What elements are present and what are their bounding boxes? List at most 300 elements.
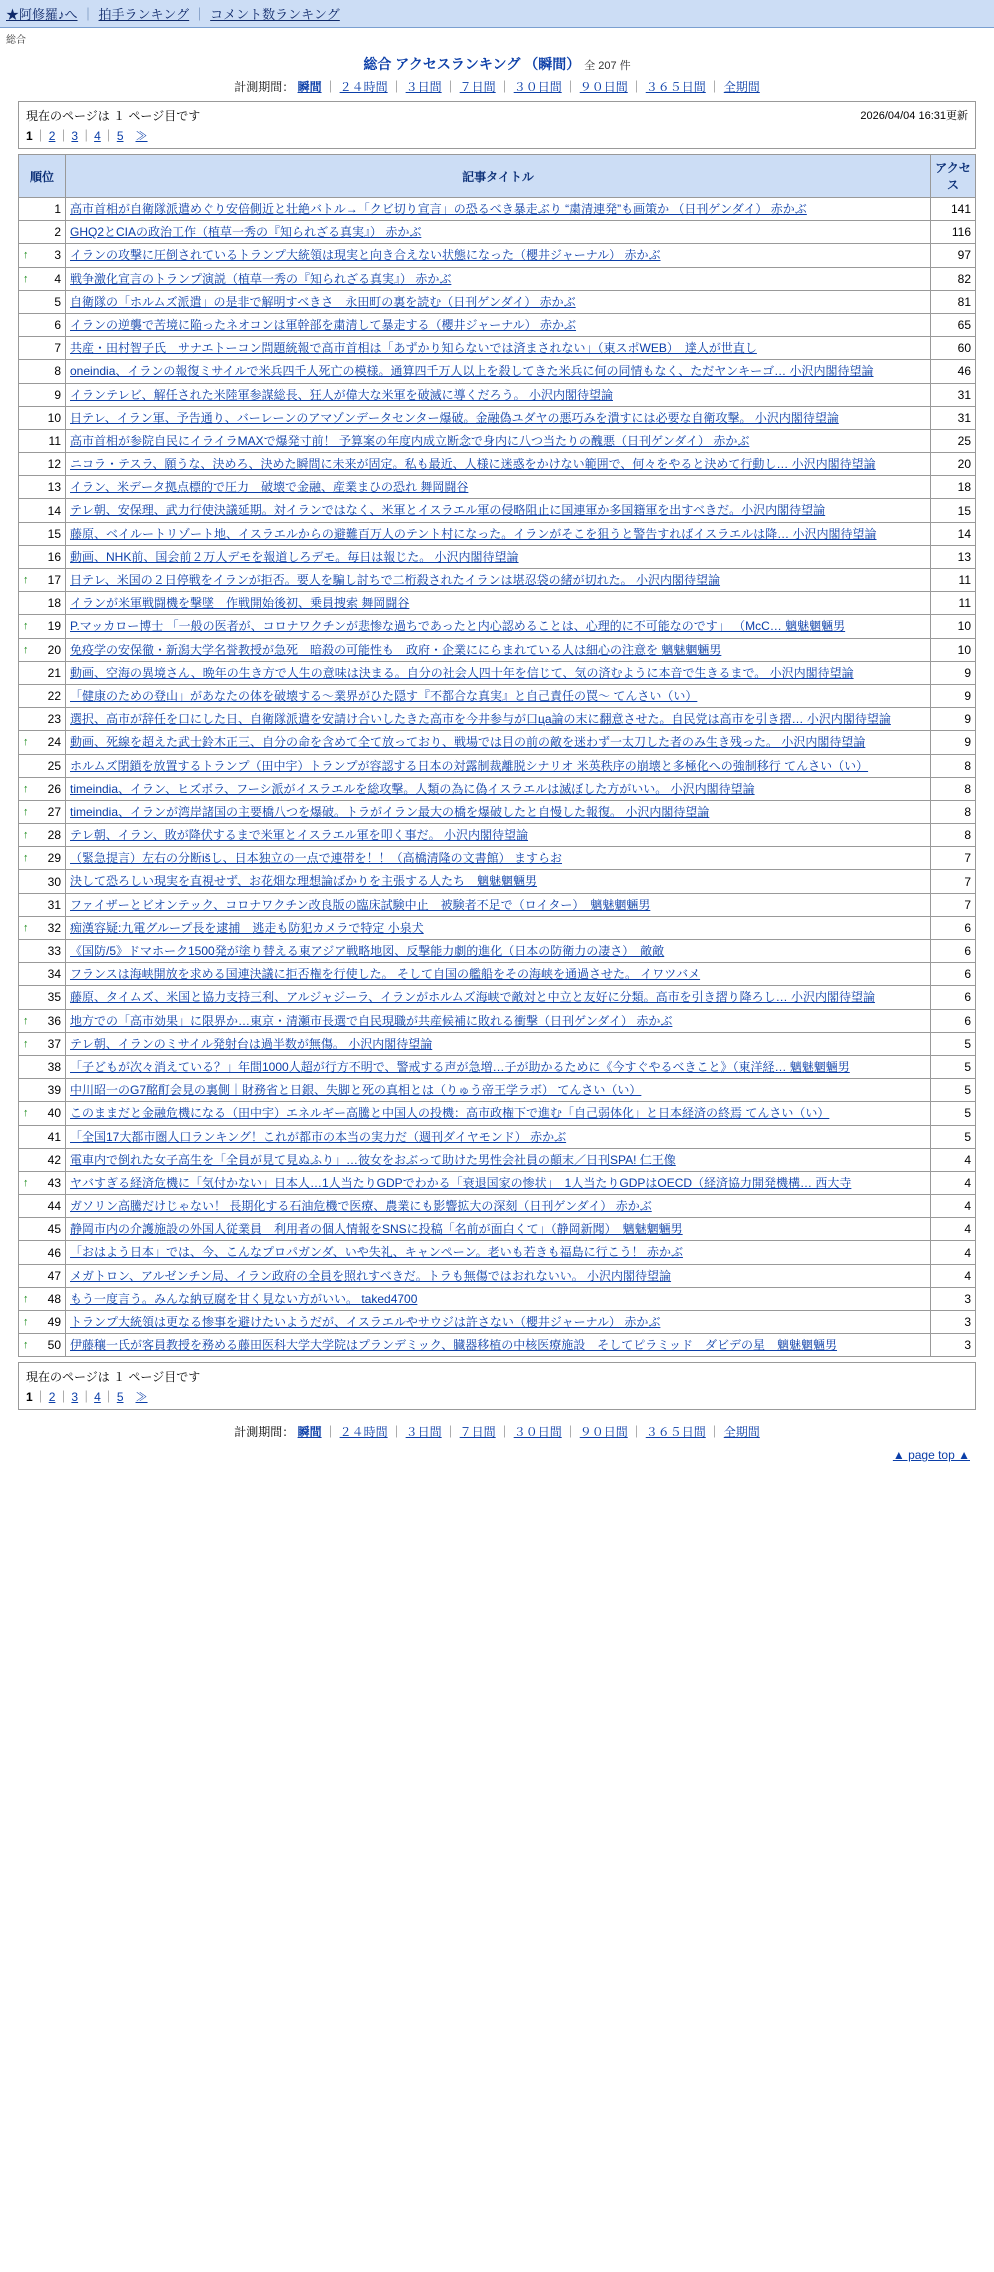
page-link-1-top[interactable]: 1 [26,129,33,143]
table-row [19,824,976,847]
title-cell [66,1079,931,1102]
access-count-cell: 5 [931,1032,976,1055]
rank-number: 13 [47,480,61,495]
rank-number: 11 [48,433,61,448]
table-row [19,986,976,1009]
access-count-cell: 81 [931,290,976,313]
table-row [19,754,976,777]
period-option-90d-bottom[interactable]: ９０日間 [579,1425,628,1440]
period-bar-6: ｜ [630,80,643,94]
rank-cell [19,244,66,267]
article-link[interactable]: ニコラ・テスラ、願うな、決めろ、決めた瞬間に未来が固定。私も最近、人様に迷惑をかけない範囲で、何々をやると決めて行動し… 小沢内閣待望論 [70,457,876,472]
rank-number: 49 [47,1315,61,1330]
article-link[interactable]: ホルムズ閉鎖を放置するトランプ（田中宇）トランプが容認する日本の対露制裁離脱シナリオ 米英秩序の崩壊と多極化への強制移行 てんさい（い） [70,758,869,773]
rank-cell [19,429,66,452]
article-link[interactable]: このままだと金融危機になる（田中宇）エネルギー高騰と中国人の投機：高市政権下で進む「自己弱体化」と日本経済の終焉 てんさい（い） [70,1106,830,1121]
article-link[interactable]: 日テレ、米国の２日停戦をイランが拒否。要人を騙し討ちで二桁殺されたイランは堪忍袋の緒が切れた。 小沢内閣待望論 [70,573,721,587]
rank-cell [19,221,66,244]
title-cell [66,1055,931,1078]
article-link[interactable]: 自衛隊の「ホルムズ派遣」の是非で解明すべきさ 永田町の裏を読む（日刊ゲンダイ） 赤かぶ [70,294,576,309]
pager-bar-b4: ｜ [102,1390,115,1405]
rank-number: 25 [47,758,61,773]
period-option-instant-bottom[interactable]: 瞬間 [297,1425,322,1440]
article-link[interactable]: 「健康のための登山」があなたの体を破壊する〜業界がひた隠す『不都合な真実』と自己責任の罠〜 てんさい（い） [70,688,698,703]
title-cell [66,476,931,499]
article-link[interactable]: 高市首相が自衛隊派遣めぐり安倍側近と壮絶バトル→「クビ切り宣言」の恐るべき暴走ぶり “粛清連発”も画策か （日刊ゲンダイ） 赤かぶ [70,202,807,216]
rank-number: 47 [47,1268,61,1283]
access-count-cell: 8 [931,754,976,777]
table-row [19,1032,976,1055]
page-info-box [18,101,976,149]
rank-number: 16 [47,549,61,564]
rank-number: 34 [47,967,61,982]
table-row [19,545,976,568]
rank-up-arrow-icon: ↑ [23,620,29,633]
nav-separator-2: ｜ [193,7,207,22]
article-link[interactable]: P.マッカロー博士 「一般の医者が、コロナワクチンが悲惨な過ちであったと内心認めることは、心理的に不可能なのです」 （McC… 魑魅魍魎男 [70,619,846,634]
page-link-3-top[interactable]: 3 [71,129,79,143]
access-count-cell: 31 [931,406,976,429]
rank-up-arrow-icon: ↑ [23,1292,29,1305]
access-count-cell: 46 [931,360,976,383]
table-row [19,893,976,916]
access-count-cell: 7 [931,893,976,916]
period-bar-2: ｜ [390,80,403,94]
period-bar-1: ｜ [324,80,337,94]
title-cell [66,360,931,383]
rank-cell [19,754,66,777]
rank-cell [19,360,66,383]
rank-up-arrow-icon: ↑ [23,736,29,749]
table-row [19,1264,976,1287]
title-cell [66,986,931,1009]
article-link[interactable]: イランが米軍戦闘機を撃墜 作戦開始後初、乗員捜索 舞岡闘谷 [70,596,410,611]
page-link-4-bottom[interactable]: 4 [94,1390,101,1405]
title-cell [66,545,931,568]
article-link[interactable]: 共産・田村智子氏 サナエトーコン問題統報で高市首相は「あずかり知らないでは済まされない」（東スポWEB） 達人が世直し [70,341,757,356]
title-cell [66,592,931,615]
rank-number: 14 [47,503,61,518]
access-count-cell: 3 [931,1334,976,1357]
access-count-cell: 82 [931,267,976,290]
rank-cell [19,337,66,360]
article-link[interactable]: 藤原、タイムズ、米国と協力支持三利、アルジャジーラ、イランがホルムズ海峡で敵対と中立と友好に分類。高市を引き摺り降ろし… 小沢内閣待望論 [70,990,876,1005]
pager-bar-2: ｜ [57,129,70,143]
article-link[interactable]: イランの攻撃に圧倒されているトランプ大統領は現実と向き合えない状態になった（櫻井ジャーナル） 赤かぶ [70,248,661,263]
rank-number: 27 [47,804,61,819]
rank-cell [19,522,66,545]
rank-cell [19,545,66,568]
rank-cell [19,1055,66,1078]
table-header-row [19,155,976,198]
rank-number: 8 [54,364,61,379]
article-link[interactable]: イランテレビ、解任された米陸軍参謀総長、狂人が偉大な米軍を破滅に導くだろう。 小沢内閣待望論 [70,387,613,402]
title-cell [66,406,931,429]
table-row [19,1102,976,1125]
table-row [19,661,976,684]
page-link-2-bottom[interactable]: 2 [48,1390,56,1405]
article-link[interactable]: 《国防/5》ドマホーク1500発が塗り替える東アジア戦略地図、反撃能力劇的進化（日本の防衛力の凄さ） 敵敵 [70,944,665,958]
rank-number: 2 [54,225,61,240]
title-cell [66,337,931,360]
rank-number: 36 [47,1013,61,1028]
table-row [19,1334,976,1357]
title-cell [66,800,931,823]
period-option-365d-top[interactable]: ３６５日間 [645,80,706,94]
article-link[interactable]: 動画、死線を超えた武士鈴木正三、自分の命を含めて全て放っており、戦場では目の前の敵を迷わず一太刀した者のみ生き残った。 小沢内閣待望論 [70,735,866,750]
article-link[interactable]: 動画、空海の異境さん、晩年の生き方で人生の意味は決まる。自分の社会人四十年を信じて、気の済むように本音で生きるまで。 小沢内閣待望論 [70,665,854,680]
title-cell [66,499,931,522]
title-cell [66,893,931,916]
period-option-all-top[interactable]: 全期間 [723,80,760,94]
title-cell [66,267,931,290]
access-count-cell: 18 [931,476,976,499]
page-top-link[interactable]: ▲ page top ▲ [892,1448,970,1463]
title-cell [66,638,931,661]
rank-number: 21 [47,665,61,680]
pager-bar-1: ｜ [34,129,47,143]
period-option-24h-top[interactable]: ２４時間 [339,80,388,94]
period-option-365d-bottom[interactable]: ３６５日間 [645,1425,706,1440]
title-cell [66,615,931,638]
access-count-cell: 20 [931,453,976,476]
table-row [19,267,976,290]
period-bar-b7: ｜ [708,1425,721,1440]
rank-number: 45 [47,1222,61,1237]
article-link[interactable]: もう一度言う。みんな納豆腐を甘く見ない方がいい。 taked4700 [70,1291,418,1306]
column-header-rank: 順位 [19,155,66,198]
table-row [19,476,976,499]
table-row [19,1079,976,1102]
period-option-30d-bottom[interactable]: ３０日間 [513,1425,562,1440]
article-link[interactable]: 藤原、ベイルートリゾート地、イスラエルからの避難百万人のテント村になった。イランがそこを狙うと警告すればイスラエルは降… 小沢内閣待望論 [70,526,877,541]
rank-cell [19,406,66,429]
rank-cell [19,290,66,313]
rank-number: 31 [47,897,61,912]
title-cell [66,1148,931,1171]
article-link[interactable]: フランスは海峡開放を求める国連決議に拒否権を行使した。 そして自国の艦船をその海峡を通過させた。 イワツバメ [70,967,701,982]
article-link[interactable]: GHQ2とCIAの政治工作（植草一秀の『知られざる真実』） 赤かぶ [70,225,422,240]
period-bar-7: ｜ [708,80,721,94]
access-count-cell: 4 [931,1241,976,1264]
access-count-cell: 7 [931,847,976,870]
rank-number: 9 [54,387,61,402]
table-body [19,198,976,1357]
top-navigation-bar [0,0,994,28]
rank-up-arrow-icon: ↑ [23,249,29,262]
rank-cell [19,870,66,893]
title-cell [66,429,931,452]
article-link[interactable]: テレ朝、安保理、武力行使決議延期。対イランではなく、米軍とイスラエル軍の侵略阻止に国連軍か多国籍軍を出すべきだ。小沢内閣待望論 [70,503,826,518]
rank-cell [19,824,66,847]
article-link[interactable]: timeindia、イランが湾岸諸国の主要橋八つを爆破。トラがイラン最大の橋を爆破したと自慢した報復。 小沢内閣待望論 [70,804,710,819]
period-option-7d-top[interactable]: ７日間 [459,80,496,94]
access-count-cell: 5 [931,1125,976,1148]
rank-number: 46 [47,1245,61,1260]
current-page-text: 現在のページは １ ページ目です [26,109,201,123]
rank-up-arrow-icon: ↑ [23,574,29,587]
table-row [19,1241,976,1264]
title-cell [66,963,931,986]
rank-cell [19,1102,66,1125]
article-link[interactable]: ファイザーとビオンテック、コロナワクチン改良版の臨床試験中止 被験者不足で（ロイター） 魑魅魍魎男 [70,897,651,912]
article-link[interactable]: イラン、米データ拠点標的で圧力 破壊で金融、産業まひの恐れ 舞岡闘谷 [70,480,469,495]
period-option-3d-top[interactable]: ３日間 [405,80,442,94]
access-count-cell: 15 [931,499,976,522]
period-bar-3: ｜ [444,80,457,94]
table-row [19,198,976,221]
page-link-5-bottom[interactable]: 5 [116,1390,124,1405]
access-count-cell: 9 [931,684,976,707]
rank-cell [19,1195,66,1218]
rank-cell [19,1241,66,1264]
table-row [19,1125,976,1148]
table-row [19,406,976,429]
article-link[interactable]: ガソリン高騰だけじゃない！ 長期化する石油危機で医療、農業にも影響拡大の深刻（日刊ゲンダイ） 赤かぶ [70,1199,652,1214]
rank-number: 39 [47,1083,61,1098]
table-row [19,221,976,244]
period-option-7d-bottom[interactable]: ７日間 [459,1425,496,1440]
table-row [19,1055,976,1078]
article-link[interactable]: （緊急提言）左右の分断išし、日本独立の一点で連帯を！！（高橋清隆の文書館） ますらお [70,851,563,866]
rank-number: 24 [47,735,61,750]
rank-number: 32 [47,920,61,935]
table-row [19,499,976,522]
table-row [19,1009,976,1032]
article-link[interactable]: 「子どもが次々消えている？」年間1000人超が行方不明で、警戒する声が急増…子が助かるために《今すぐやるべきこと》（東洋経… 魑魅魍魎男 [70,1059,850,1074]
access-count-cell: 25 [931,429,976,452]
title-cell [66,1102,931,1125]
rank-number: 17 [47,573,61,588]
article-link[interactable]: 伊藤穰一氏が客員教授を務める藤田医科大学大学院はプランデミック、臓器移植の中核医療施設 そしてピラミッド ダビデの星 魑魅魍魎男 [70,1338,838,1353]
page-top-link-container [18,1444,976,1472]
access-count-cell: 60 [931,337,976,360]
period-label-top: 計測期間： [234,80,295,94]
access-count-cell: 8 [931,824,976,847]
article-link[interactable]: ヤバすぎる経済危機に「気付かない」日本人…1人当たりGDPでわかる「衰退国家の惨状」 1人当たりGDPはOECD（経済協力開発機構… 西大寺 [70,1175,852,1190]
article-link[interactable]: メガトロン、アルゼンチン局、イラン政府の全員を照れすべきだ。トラも無傷ではおれないい。 小沢内閣待望論 [70,1268,672,1283]
period-option-24h-bottom[interactable]: ２４時間 [339,1425,388,1440]
article-link[interactable]: 決して恐ろしい現実を直視せず、お花畑な理想論ばかりを主張する人たち 魑魅魍魎男 [70,874,538,889]
access-count-cell: 6 [931,1009,976,1032]
page-title [18,48,976,76]
page-next-bottom[interactable]: ≫ [135,1390,148,1405]
rank-cell [19,1334,66,1357]
ranking-table [18,154,976,1357]
period-bar-b2: ｜ [390,1425,403,1440]
access-count-cell: 4 [931,1264,976,1287]
pager-bar-3: ｜ [80,129,93,143]
article-link[interactable]: 静岡市内の介護施設の外国人従業員 利用者の個人情報をSNSに投稿「名前が面白くて」（静岡新聞） 魑魅魍魎男 [70,1222,683,1237]
table-row [19,731,976,754]
rank-cell [19,684,66,707]
rank-number: 42 [47,1152,61,1167]
period-option-30d-top[interactable]: ３０日間 [513,80,562,94]
rank-number: 43 [47,1175,61,1190]
table-row [19,708,976,731]
table-row [19,940,976,963]
period-bar-b3: ｜ [444,1425,457,1440]
nav-link-applause-ranking[interactable]: 拍手ランキング [98,7,190,22]
rank-number: 18 [47,596,61,611]
rank-up-arrow-icon: ↑ [23,1339,29,1352]
rank-cell [19,1148,66,1171]
rank-number: 44 [47,1199,61,1214]
rank-number: 35 [47,990,61,1005]
table-row [19,800,976,823]
rank-up-arrow-icon: ↑ [23,829,29,842]
access-count-cell: 65 [931,313,976,336]
rank-cell [19,1171,66,1194]
rank-number: 19 [47,619,61,634]
nav-link-asyura[interactable]: ★阿修羅♪へ [6,7,78,22]
title-cell [66,731,931,754]
page-link-5-top[interactable]: 5 [116,129,124,143]
rank-number: 50 [47,1338,61,1353]
article-link[interactable]: oneindia、イランの報復ミサイルで米兵四千人死亡の模様。通算四千万人以上を殺してきた米兵に何の同情もなく、ただヤンキーゴ… 小沢内閣待望論 [70,364,874,379]
table-row [19,1218,976,1241]
nav-separator-1: ｜ [81,7,95,22]
rank-number: 3 [54,248,61,263]
nav-link-comment-ranking[interactable]: コメント数ランキング [210,7,340,22]
rank-up-arrow-icon: ↑ [23,921,29,934]
pager-bar-4: ｜ [102,129,115,143]
page-content [18,48,976,1472]
rank-up-arrow-icon: ↑ [23,1014,29,1027]
rank-number: 22 [47,689,61,704]
period-label-bottom: 計測期間： [234,1425,295,1440]
period-bar-b4: ｜ [498,1425,511,1440]
title-cell [66,1171,931,1194]
table-row [19,360,976,383]
article-link[interactable]: 「おはよう日本」では、今、こんなプロパガンダ、いや失礼、キャンペーン。老いも若きも福島に行こう！ 赤かぶ [70,1245,683,1260]
rank-cell [19,1287,66,1310]
title-cell [66,1009,931,1032]
page-link-2-top[interactable]: 2 [48,129,56,143]
period-option-instant-top[interactable]: 瞬間 [297,80,322,94]
title-cell [66,198,931,221]
rank-number: 5 [54,294,61,309]
access-count-cell: 4 [931,1171,976,1194]
period-selector-bottom [18,1415,976,1444]
article-link[interactable]: 高市首相が参院自民にイライラMAXで爆発寸前！ 予算案の年度内成立断念で身内に八つ当たりの醜悪（日刊ゲンダイ） 赤かぶ [70,433,750,448]
article-link[interactable]: 中川昭一のG7酩酊会見の裏側｜財務省と日銀、失脚と死の真相とは（りゅう帝王学ラボ） てんさい（い） [70,1083,642,1098]
access-count-cell: 31 [931,383,976,406]
rank-cell [19,1125,66,1148]
breadcrumb: 総合 [6,35,26,46]
article-link[interactable]: 免疫学の安保徹・新潟大学名誉教授が急死 暗殺の可能性も 政府・企業ににらまれている人は細心の注意を 魑魅魍魎男 [70,642,722,657]
pagination-top [26,124,968,144]
title-cell [66,569,931,592]
table-row [19,615,976,638]
period-option-all-bottom[interactable]: 全期間 [723,1425,760,1440]
rank-cell [19,499,66,522]
current-page-text-bottom: 現在のページは １ ページ目です [26,1370,201,1385]
article-link[interactable]: 日テレ、イラン軍、予告通り、バーレーンのアマゾンデータセンター爆破。金融偽ユダヤの悪巧みを潰すには必要な自衛攻撃。 小沢内閣待望論 [70,410,839,425]
access-count-cell: 6 [931,916,976,939]
access-count-cell: 5 [931,1079,976,1102]
period-option-90d-top[interactable]: ９０日間 [579,80,628,94]
access-count-cell: 3 [931,1311,976,1334]
table-row [19,1148,976,1171]
access-count-cell: 116 [931,221,976,244]
access-count-cell: 97 [931,244,976,267]
access-count-cell: 141 [931,198,976,221]
pager-bar-b2: ｜ [57,1390,70,1405]
period-bar-b1: ｜ [324,1425,337,1440]
article-link[interactable]: イランの逆襲で苦境に陥ったネオコンは軍幹部を粛清して暴走する（櫻井ジャーナル） 赤かぶ [70,317,577,332]
article-link[interactable]: 動画、NHK前、国会前２万人デモを報道しろデモ。毎日は報じた。 小沢内閣待望論 [70,549,519,564]
article-link[interactable]: 電車内で倒れた女子高生を「全員が見て見ぬふり」…彼女をおぶって助けた男性会社員の顛末／日刊SPA! 仁王像 [70,1152,676,1167]
article-link[interactable]: 地方での「高市効果」に限界か…東京・清瀬市長選で自民現職が共産候補に敗れる衝撃（日刊ゲンダイ） 赤かぶ [70,1013,673,1028]
title-cell [66,522,931,545]
access-count-cell: 4 [931,1148,976,1171]
article-link[interactable]: 戦争激化宣言のトランプ演説（植草一秀の『知られざる真実』） 赤かぶ [70,271,452,286]
table-row [19,870,976,893]
article-link[interactable]: テレ朝、イラン、敗が降伏するまで米軍とイスラエル軍を叩く事だ。 小沢内閣待望論 [70,828,529,843]
access-count-cell: 9 [931,731,976,754]
rank-cell [19,847,66,870]
page-link-4-top[interactable]: 4 [94,129,101,143]
rank-number: 10 [47,410,61,425]
article-link[interactable]: トランプ大統領は更なる惨事を避けたいようだが、イスラエルやサウジは許さない（櫻井ジャーナル） 赤かぶ [70,1315,661,1329]
table-row [19,453,976,476]
access-count-cell: 5 [931,1055,976,1078]
page-link-3-bottom[interactable]: 3 [71,1390,79,1405]
table-row [19,337,976,360]
title-cell [66,244,931,267]
table-row [19,847,976,870]
access-count-cell: 10 [931,615,976,638]
rank-cell [19,267,66,290]
rank-cell [19,638,66,661]
rank-cell [19,777,66,800]
table-row [19,569,976,592]
access-count-cell: 4 [931,1218,976,1241]
table-row [19,638,976,661]
rank-up-arrow-icon: ↑ [23,272,29,285]
table-row [19,383,976,406]
article-link[interactable]: 選択、高市が辞任を口にした日、自衛隊派遣を安請け合いしたきた高市を今井参与が口ца論の末に翻意させた。自民党は高市を引き摺… 小沢内閣待望論 [70,712,891,727]
table-row [19,684,976,707]
rank-number: 29 [47,851,61,866]
page-next-top[interactable]: ≫ [135,129,148,143]
access-count-cell: 10 [931,638,976,661]
article-link[interactable]: 痴漢容疑:九電グループ長を逮捕 逃走も防犯カメラで特定 小泉犬 [70,920,424,935]
article-link[interactable]: timeindia、イラン、ヒズボラ、フーシ派がイスラエルを総攻撃。人類の為に偽イスラエルは滅ぼした方がいい。 小沢内閣待望論 [70,781,755,796]
rank-cell [19,1264,66,1287]
access-count-cell: 4 [931,1195,976,1218]
rank-up-arrow-icon: ↑ [23,805,29,818]
access-count-cell: 6 [931,986,976,1009]
table-row [19,429,976,452]
title-cell [66,1311,931,1334]
title-cell [66,940,931,963]
title-cell [66,916,931,939]
rank-number: 20 [47,642,61,657]
article-link[interactable]: テレ朝、イランのミサイル発射台は過半数が無傷。 小沢内閣待望論 [70,1036,433,1051]
rank-number: 38 [47,1060,61,1075]
rank-number: 33 [47,944,61,959]
period-option-3d-bottom[interactable]: ３日間 [405,1425,442,1440]
title-cell [66,1032,931,1055]
page-link-1-bottom[interactable]: 1 [26,1390,33,1405]
article-link[interactable]: 「全国17大都市圏人口ランキング！これが都市の本当の実力だ（週刊ダイヤモンド） 赤かぶ [70,1129,567,1144]
rank-up-arrow-icon: ↑ [23,852,29,865]
rank-number: 7 [54,341,61,356]
title-cell [66,1287,931,1310]
access-count-cell: 9 [931,708,976,731]
